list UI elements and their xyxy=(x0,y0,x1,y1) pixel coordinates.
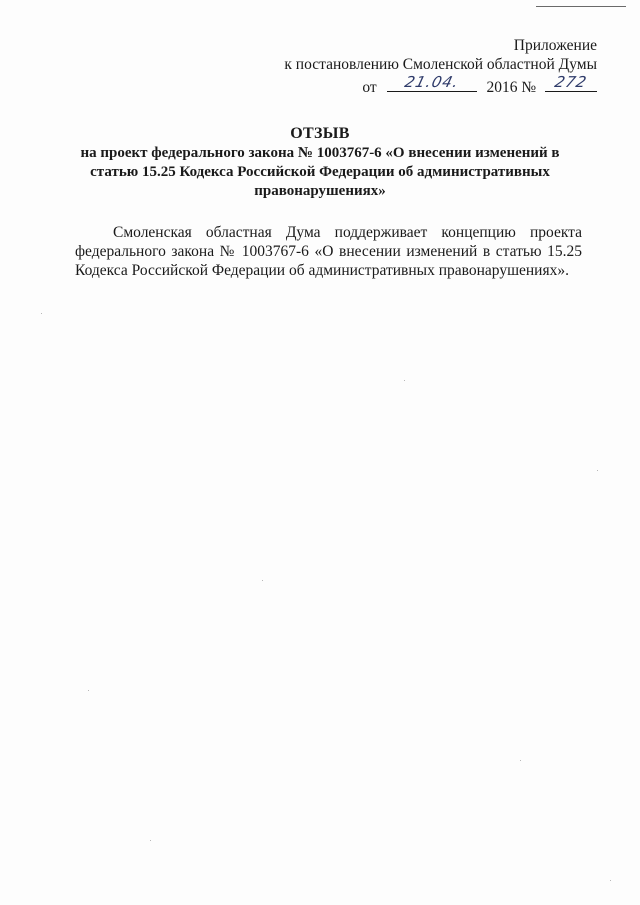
from-label: от xyxy=(362,79,377,96)
scan-speck xyxy=(150,840,151,841)
date-number-line xyxy=(284,74,597,97)
body-line-1: Смоленская областная Дума поддерживает концепцию проекта xyxy=(113,224,582,241)
scan-speck xyxy=(610,880,611,881)
scan-edge-line xyxy=(536,6,626,7)
document-title xyxy=(60,124,580,201)
body-line-3: Кодекса Российской Федерации об административных правонарушениях». xyxy=(75,262,569,279)
appendix-header xyxy=(284,36,597,97)
handwritten-number: 272 xyxy=(552,73,590,91)
body-line-2: федерального закона № 1003767-6 «О внесении изменений в статью 15.25 xyxy=(75,243,582,260)
title-line-2: статью 15.25 Кодекса Российской Федерации об административных xyxy=(90,164,550,180)
title-line-3: правонарушениях» xyxy=(254,183,386,199)
title-heading: ОТЗЫВ xyxy=(290,125,350,142)
year-number-label: 2016 № xyxy=(486,79,537,96)
date-field xyxy=(387,74,477,92)
appendix-label: Приложение xyxy=(513,37,597,54)
scan-speck xyxy=(520,760,521,761)
resolution-reference: к постановлению Смоленской областной Думы xyxy=(284,56,597,73)
scan-speck xyxy=(262,580,263,581)
scan-speck xyxy=(88,690,89,691)
title-line-1: на проект федерального закона № 1003767-6 «О внесении изменений в xyxy=(80,145,560,161)
scan-speck xyxy=(41,313,42,314)
scan-speck xyxy=(597,470,598,471)
review-body xyxy=(75,223,582,280)
scan-speck xyxy=(404,380,405,381)
number-field xyxy=(545,74,597,92)
handwritten-date: 21.04. xyxy=(402,73,461,91)
